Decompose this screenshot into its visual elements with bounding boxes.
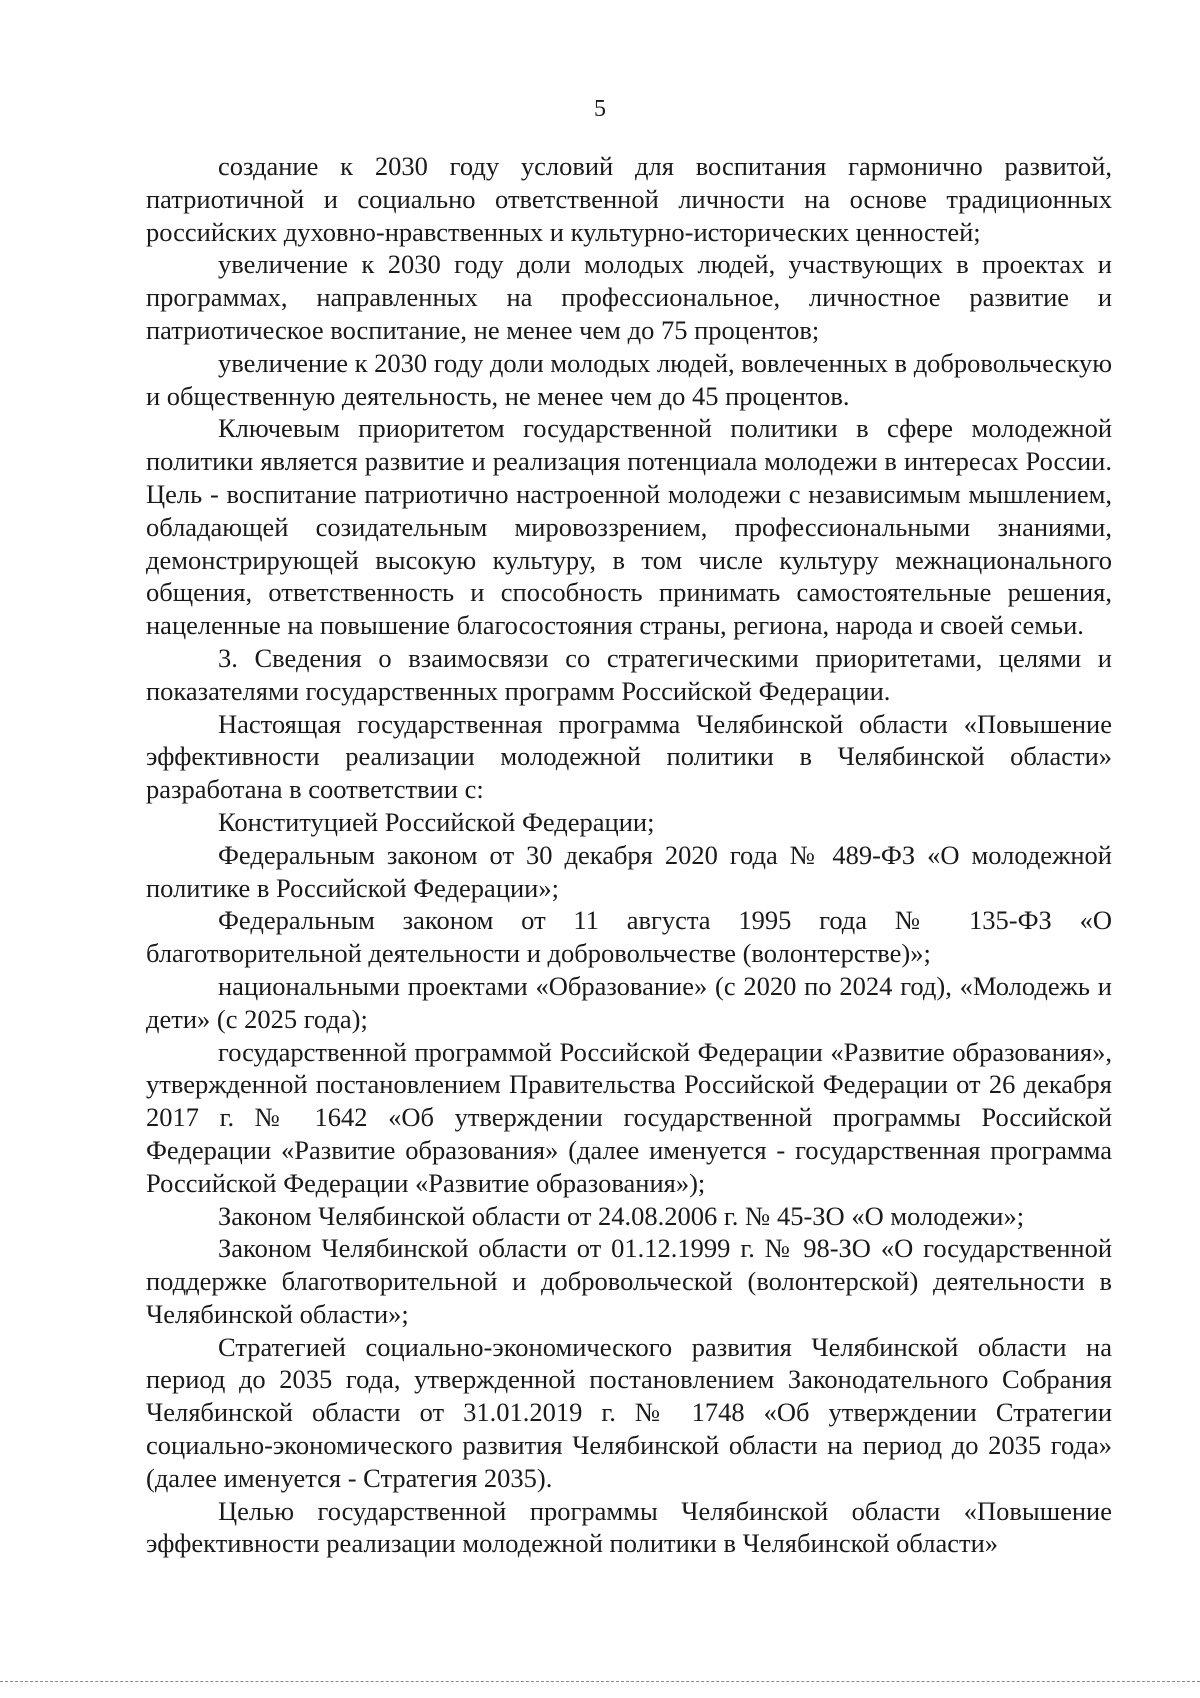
- paragraph-key-priority: Ключевым приоритетом государственной политики в сфере молодежной политики является развитие и реализация потенциала молодежи в интересах России. Цель - воспитание патриотично настроенной молодежи с независимым мышлением, обладающей созидательным мировоззрением, профессиональными знаниями, демонстрирующей высокую культуру, в том числе культуру межнационального общения, ответственность и способность принимать самостоятельные решения, нацеленные на повышение благосостояния страны, региона, народа и своей семьи.: [146, 413, 1112, 641]
- paragraph-goal-45-percent: увеличение к 2030 году доли молодых людей, вовлеченных в добровольческую и общественную деятельность, не менее чем до 45 процентов.: [146, 347, 1112, 411]
- list-item-federal-law-135: Федеральным законом от 11 августа 1995 года № 135-ФЗ «О благотворительной деятельности и добровольчестве (волонтерстве)»;: [146, 905, 1112, 969]
- list-item-strategy-2035: Стратегией социально-экономического развития Челябинской области на период до 2035 года, утвержденной постановлением Законодательного Собрания Челябинской области от 31.01.2019 г. № 1748 «Об утверждении Стратегии социально-экономического развития Челябинской области на период до 2035 года» (далее именуется - Стратегия 2035).: [146, 1331, 1112, 1493]
- list-item-national-projects: национальными проектами «Образование» (с 2020 по 2024 год), «Молодежь и дети» (с 2025 года);: [146, 970, 1112, 1034]
- list-item-regional-law-98: Законом Челябинской области от 01.12.1999 г. № 98-ЗО «О государственной поддержке благотворительной и добровольческой (волонтерской) деятельности в Челябинской области»;: [146, 1233, 1112, 1329]
- paragraph-goal-75-percent: увеличение к 2030 году доли молодых людей, участвующих в проектах и программах, направленных на профессиональное, личностное развитие и патриотическое воспитание, не менее чем до 75 процентов;: [146, 249, 1112, 345]
- paragraph-goal-harmonious-personality: создание к 2030 году условий для воспитания гармонично развитой, патриотичной и социально ответственной личности на основе традиционных российских духовно-нравственных и культурно-исторических ценностей;: [146, 151, 1112, 247]
- list-item-federal-law-489: Федеральным законом от 30 декабря 2020 года № 489-ФЗ «О молодежной политике в Российской Федерации»;: [146, 839, 1112, 903]
- page-bottom-divider: [0, 1681, 1200, 1682]
- page-number: 5: [594, 96, 606, 122]
- section-heading-3: 3. Сведения о взаимосвязи со стратегическими приоритетами, целями и показателями государственных программ Российской Федерации.: [146, 642, 1112, 706]
- list-item-state-program-education: государственной программой Российской Федерации «Развитие образования», утвержденной постановлением Правительства Российской Федерации от 26 декабря 2017 г. № 1642 «Об утверждении государственной программы Российской Федерации «Развитие образования» (далее именуется - государственная программа Российской Федерации «Развитие образования»);: [146, 1036, 1112, 1198]
- document-body: [146, 150, 1112, 1560]
- list-item-constitution: Конституцией Российской Федерации;: [218, 806, 655, 837]
- paragraph-program-goal: Целью государственной программы Челябинской области «Повышение эффективности реализации молодежной политики в Челябинской области»: [146, 1495, 1112, 1559]
- paragraph-program-developed: Настоящая государственная программа Челябинской области «Повышение эффективности реализации молодежной политики в Челябинской области» разработана в соответствии с:: [146, 708, 1112, 805]
- list-item-regional-law-45: Законом Челябинской области от 24.08.2006 г. № 45-ЗО «О молодежи»;: [218, 1200, 1025, 1231]
